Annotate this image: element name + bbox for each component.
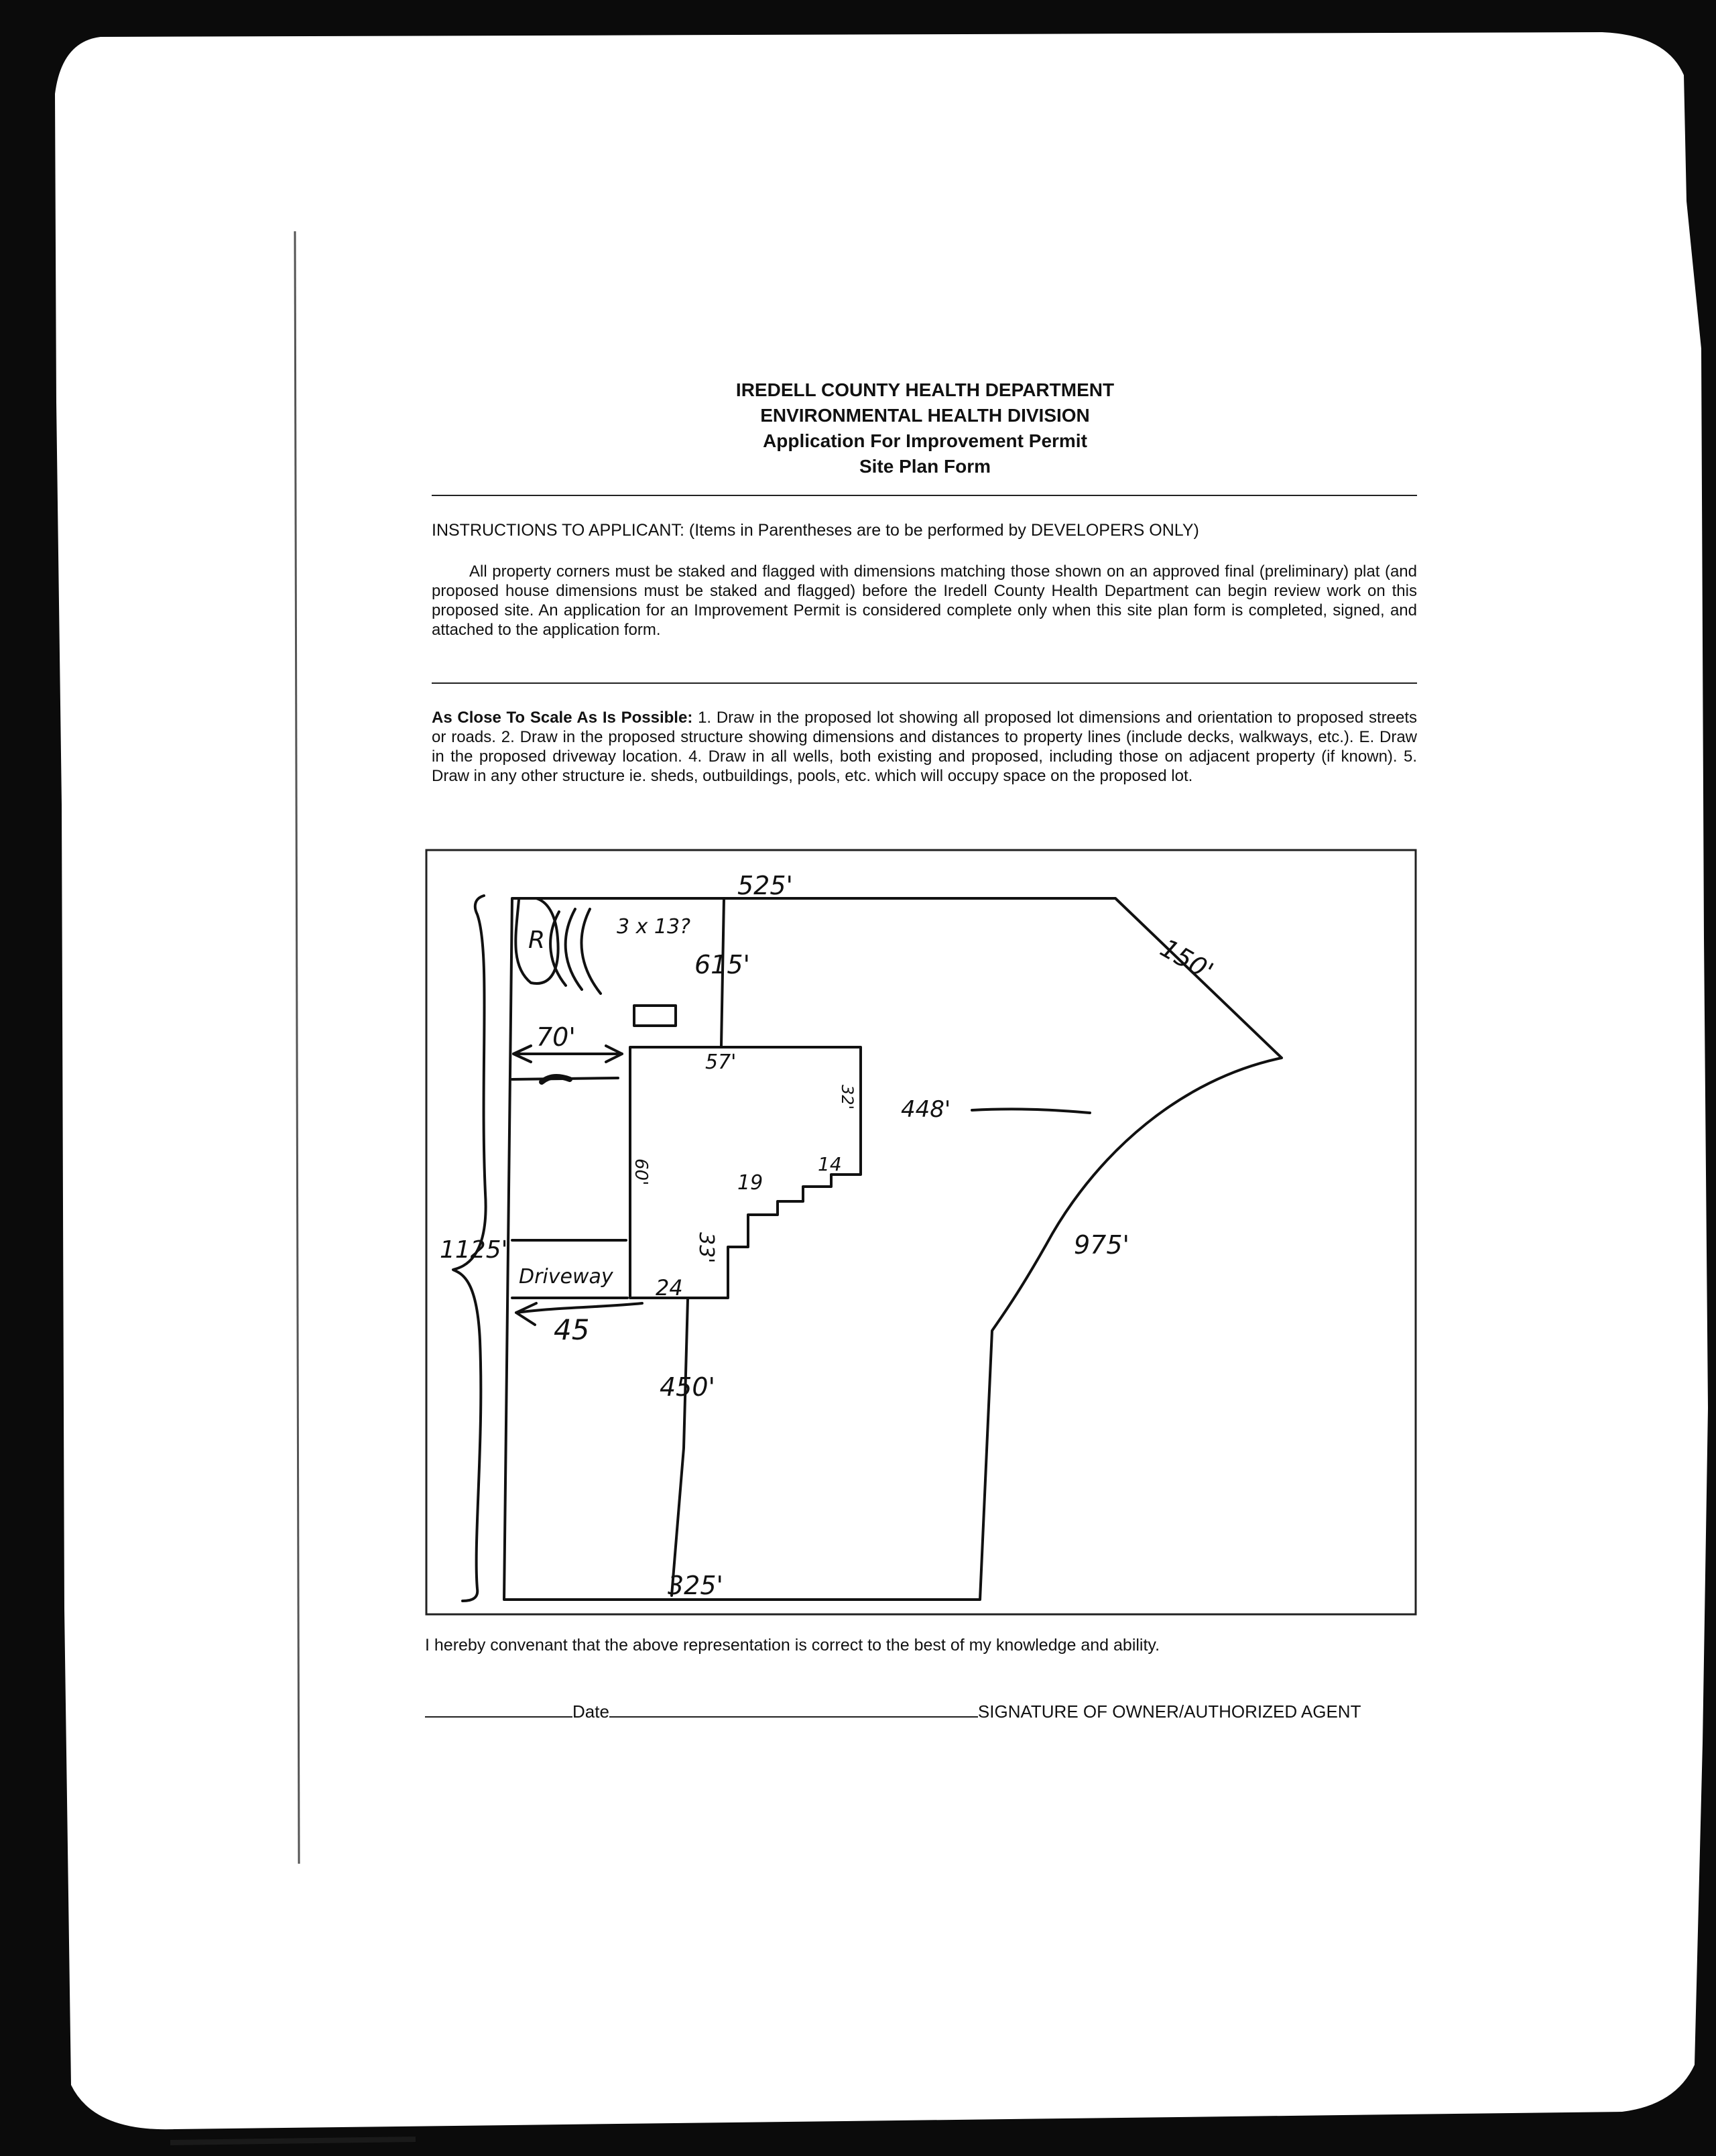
signature-line (425, 1700, 1417, 1723)
shed-dims-label: 3 x 13? (617, 915, 691, 939)
department-title: IREDELL COUNTY HEALTH DEPARTMENT (735, 379, 1115, 400)
house-top-label: 57' (705, 1051, 737, 1074)
house-bottom-label: 24 (656, 1275, 683, 1301)
rear-setback-line (672, 1299, 688, 1596)
curve-label: 975' (1074, 1230, 1129, 1260)
signature-label: SIGNATURE OF OWNER/AUTHORIZED AGENT (977, 1701, 1361, 1722)
site-plan-box (425, 849, 1417, 1616)
signature-blank[interactable] (609, 1700, 978, 1718)
header-divider (432, 495, 1417, 496)
division-title: ENVIRONMENTAL HEALTH DIVISION (760, 405, 1090, 426)
outbuilding-box (634, 1006, 676, 1026)
front-setback-label: 615' (694, 950, 750, 979)
instructions-divider (432, 682, 1417, 684)
scale-instructions-body: 1. Draw in the proposed lot showing all proposed lot dimensions and orientation to proposed streets or roads. 2. Draw in the proposed structure showing dimensions and distances to property lines (include decks, walkways, etc.). E. Draw in the proposed driveway location. 4. Draw in all wells, both existing and proposed, including those on adjacent property (if known). 5. Draw in any other structure ie. sheds, outbuildings, pools, etc. which will occupy space on the proposed lot. (432, 709, 1417, 785)
instructions-body: All property corners must be staked and flagged with dimensions matching those shown on an approved final (preliminary) plat (and proposed house dimensions must be staked and flagged) before the Iredell County Health Department can begin review work on this proposed site. An application for an Improvement Permit is considered complete only when this site plan form is completed, signed, and attached to the application form. (432, 562, 1417, 639)
house-right-label: 32' (838, 1085, 857, 1110)
scale-instructions-lead: As Close To Scale As Is Possible: (432, 709, 693, 727)
instructions-heading: INSTRUCTIONS TO APPLICANT: (Items in Parentheses are to be performed by DEVELOPERS ONLY) (432, 521, 1199, 540)
bottom-width-label: 325' (668, 1571, 723, 1600)
date-label: Date (572, 1701, 609, 1722)
well-scribble (542, 1077, 570, 1082)
right-setback-line (972, 1109, 1090, 1113)
lot-boundary (504, 898, 1282, 1600)
house-step3-label: 33' (694, 1232, 718, 1264)
application-title: Application For Improvement Permit (763, 430, 1087, 451)
right-setback-label: 448' (901, 1096, 951, 1123)
scale-instructions (432, 708, 1417, 786)
left-length-label: 1125' (440, 1236, 508, 1264)
form-title: Site Plan Form (859, 456, 991, 477)
rear-setback-label: 450' (660, 1372, 715, 1402)
date-blank[interactable] (425, 1700, 572, 1718)
shed-mark-label: R (528, 926, 546, 954)
driveway-width-label: 45 (554, 1313, 590, 1346)
house-step1-label: 19 (737, 1171, 763, 1195)
house-step2-label: 14 (818, 1153, 842, 1175)
top-width-label: 525' (737, 871, 793, 900)
covenant-statement: I hereby convenant that the above representation is correct to the best of my knowledge and ability. (425, 1636, 1160, 1655)
house-left-label: 60' (631, 1158, 651, 1186)
side-setback-label: 70' (536, 1022, 576, 1052)
diagonal-label: 150' (1155, 933, 1219, 987)
driveway-label: Driveway (519, 1265, 613, 1289)
